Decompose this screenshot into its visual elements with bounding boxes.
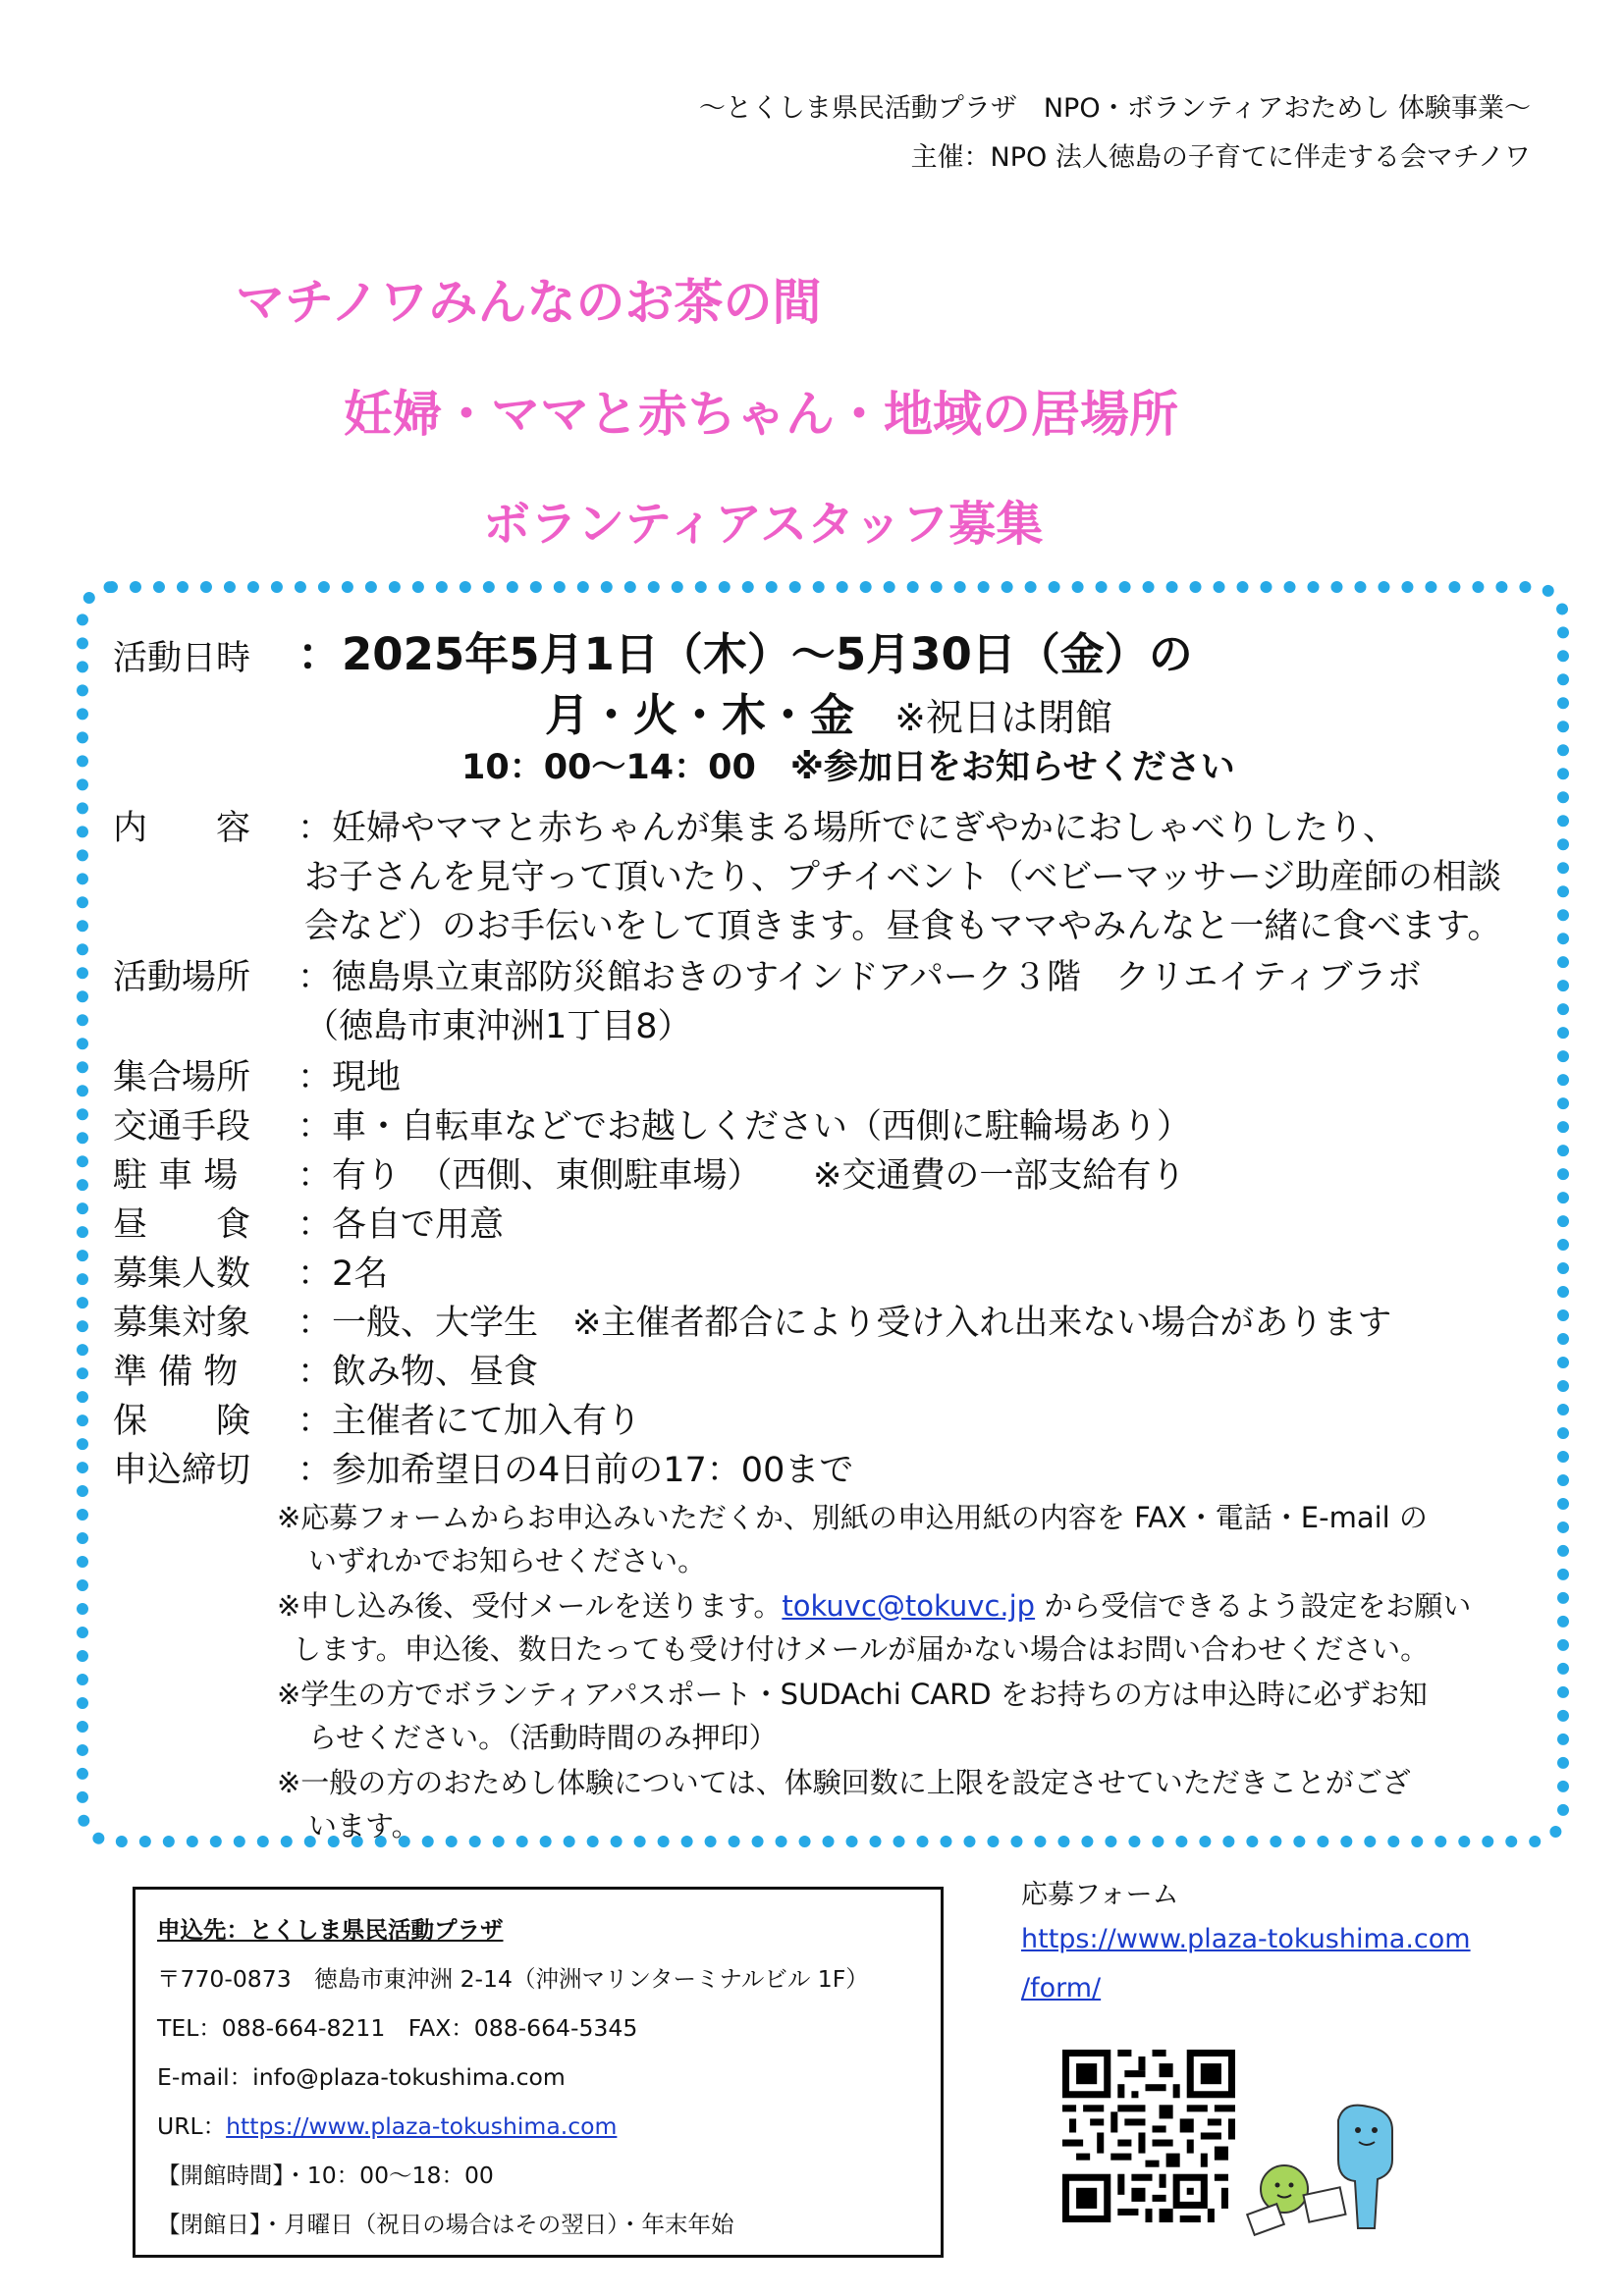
datetime-line1: ：2025年5月1日（木）～5月30日（金）の [298,628,1193,680]
datetime-line3: 10：00～14：00 ※参加日をお知らせください [461,748,1235,787]
capacity-row [113,1247,1545,1296]
contact-closed: 【閉館日】・月曜日（祝日の場合はその翌日）・年末年始 [157,2211,734,2238]
form-label: 応募フォーム [1021,1880,1179,1910]
note3-line2: らせください。（活動時間のみ押印） [308,1721,778,1754]
mascot-illustration-icon [1245,2101,1422,2248]
insurance-row [113,1394,1545,1443]
lunch-row [113,1198,1545,1247]
content-label: 内 容 [113,809,251,848]
transport-value: ：車・自転車などでお越しください（西側に駐輪場あり） [298,1107,1192,1147]
form-url-line1[interactable]: https://www.plaza-tokushima.com [1021,1924,1471,1954]
deadline-value: ：参加希望日の4日前の17：00まで [298,1451,854,1490]
content-line1: ：妊婦やママと赤ちゃんが集まる場所でにぎやかにおしゃべりしたり、 [298,809,1398,848]
place-label: 活動場所 [113,958,251,997]
contact-url-row [157,2108,617,2141]
items-value: ：飲み物、昼食 [298,1353,539,1392]
place-line1: ：徳島県立東部防災館おきのすインドアパーク３階 クリエイティブラボ [298,958,1422,997]
qr-code-icon [1062,2050,1235,2222]
datetime-line2 [545,679,1112,743]
contact-email: E-mail：info@plaza-tokushima.com [157,2063,566,2091]
note2-line2: します。申込後、数日たっても受け付けメールが届かない場合はお問い合わせください。 [293,1632,1430,1666]
note4-line1: ※一般の方のおためし体験については、体験回数に上限を設定させていただきことがござ [277,1766,1411,1799]
title-line1: マチノワみんなのお茶の間 [236,274,822,331]
organizer-caption: 主催：NPO 法人徳島の子育てに伴走する会マチノワ [910,142,1531,173]
email-link[interactable]: tokuvc@tokuvc.jp [782,1589,1036,1623]
target-label: 募集対象 [113,1304,251,1343]
items-row [113,1345,1545,1394]
note4-line2: います。 [308,1809,420,1842]
note2-pre: ※申し込み後、受付メールを送ります。 [277,1589,783,1623]
meet-row [113,1050,1545,1099]
insurance-value: ：主催者にて加入有り [298,1402,642,1441]
note1-line1: ※応募フォームからお申込みいただくか、別紙の申込用紙の内容を FAX・電話・E-mail の [277,1501,1428,1534]
capacity-value: ：2名 [298,1255,389,1294]
lunch-value: ：各自で用意 [298,1205,505,1245]
target-value: ：一般、大学生 ※主催者都合により受け入れ出来ない場合があります [298,1304,1392,1343]
holiday-note: ※祝日は閉館 [894,696,1112,739]
program-caption: ～とくしま県民活動プラザ NPO・ボランティアおためし 体験事業～ [698,93,1531,124]
datetime-row [113,618,1545,682]
parking-row [113,1148,1545,1198]
transport-label: 交通手段 [113,1107,251,1147]
datetime-days: 月・火・木・金 [545,689,855,741]
plaza-url-link[interactable]: https://www.plaza-tokushima.com [226,2112,618,2140]
deadline-label: 申込締切 [113,1451,251,1490]
insurance-label: 保 険 [113,1402,251,1441]
place-row [113,950,1545,999]
note2-line1 [277,1584,1471,1625]
form-url-line2[interactable]: /form/ [1021,1973,1102,2003]
lunch-label: 昼 食 [113,1205,251,1245]
note1-line2: いずれかでお知らせください。 [308,1544,707,1577]
content-row [113,801,1545,850]
meet-value: ：現地 [298,1058,402,1097]
items-label: 準 備 物 [113,1353,239,1392]
meet-label: 集合場所 [113,1058,251,1097]
deadline-row [113,1443,1545,1492]
content-line2: お子さんを見守って頂いたり、プチイベント（ベビーマッサージ助産師の相談 [304,858,1502,897]
place-line2: （徳島市東沖洲1丁目8） [304,1007,692,1046]
contact-heading: 申込先：とくしま県民活動プラザ [157,1916,504,1944]
contact-hours: 【開館時間】・10：00～18：00 [157,2162,494,2189]
contact-address: 〒770-0873 徳島市東沖洲 2-14（沖洲マリンターミナルビル 1F） [157,1965,869,1993]
target-row [113,1296,1545,1345]
parking-value: ：有り （西側、東側駐車場） ※交通費の一部支給有り [298,1156,1186,1196]
transport-row [113,1099,1545,1148]
title-line3: ボランティアスタッフ募集 [483,497,1044,552]
note2-post: から受信できるよう設定をお願い [1035,1589,1472,1623]
title-line2: 妊婦・ママと赤ちゃん・地域の居場所 [344,386,1178,443]
contact-phone-fax: TEL：088-664-8211 FAX：088-664-5345 [157,2014,638,2042]
note3-line1: ※学生の方でボランティアパスポート・SUDAchi CARD をお持ちの方は申込時に必ずお知 [277,1678,1428,1711]
contact-box [133,1887,944,2258]
capacity-label: 募集人数 [113,1255,251,1294]
content-line3: 会など）のお手伝いをして頂きます。昼食もママやみんなと一緒に食べます。 [304,907,1502,946]
datetime-label: 活動日時 [113,639,251,678]
url-label: URL： [157,2112,227,2140]
parking-label: 駐 車 場 [113,1156,239,1196]
